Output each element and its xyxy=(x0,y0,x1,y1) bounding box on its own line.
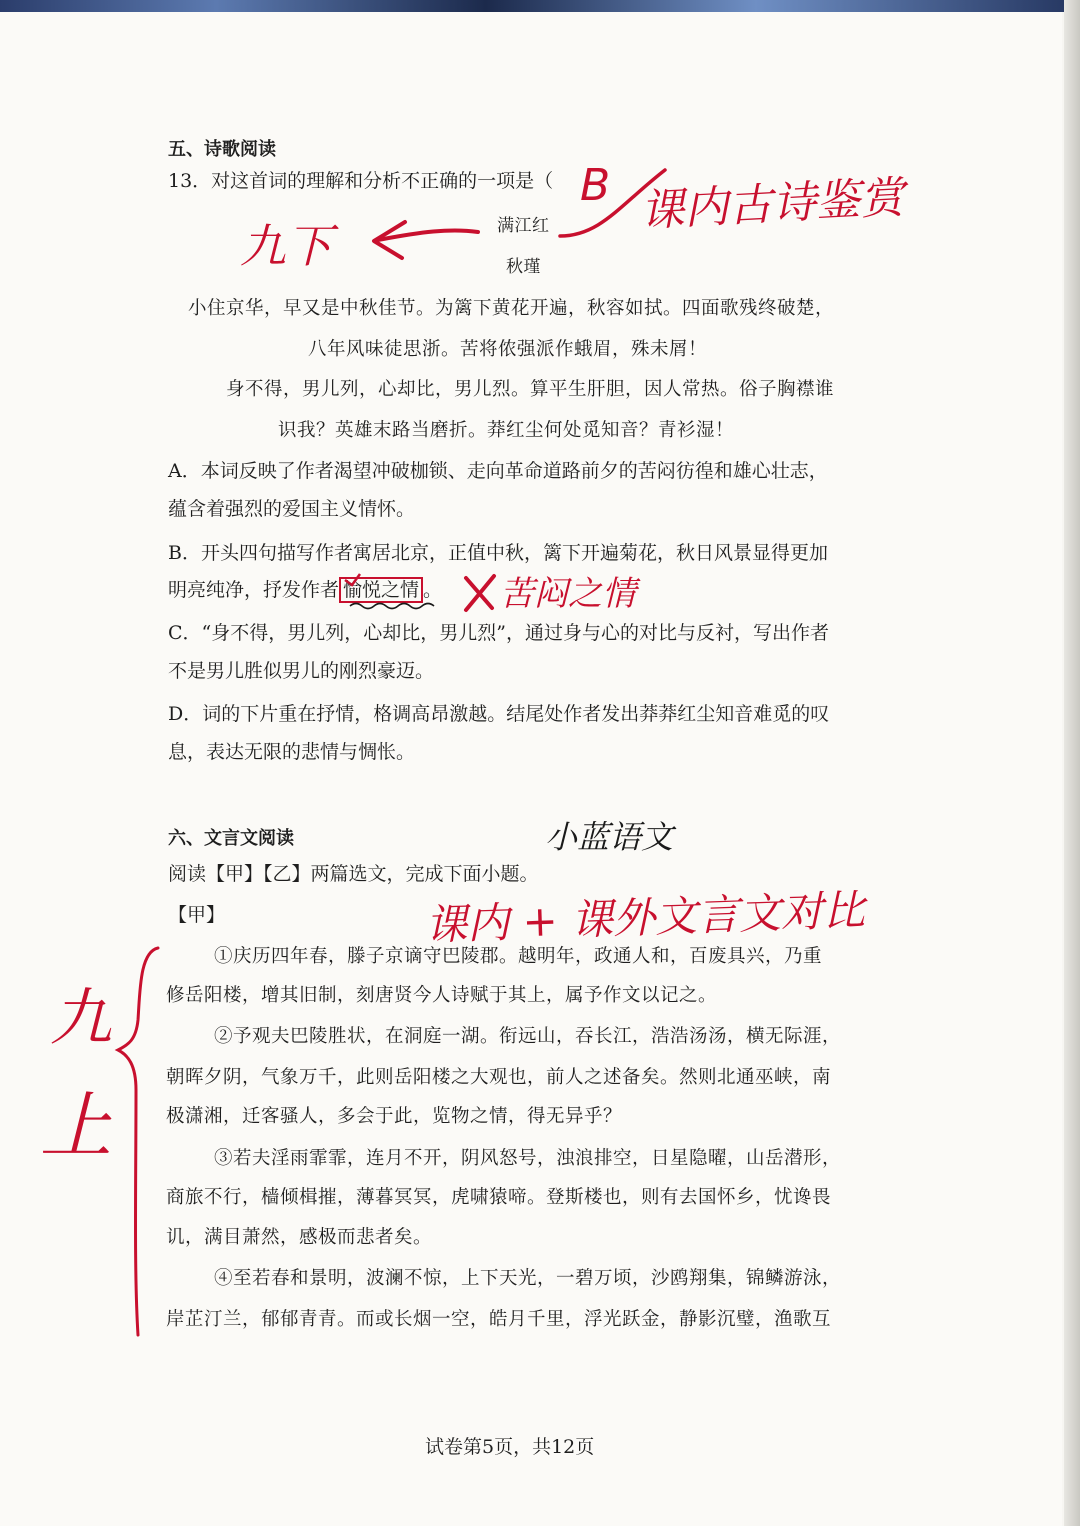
handwritten-grade-poem: 九下 xyxy=(240,219,332,273)
jia-label: 【甲】 xyxy=(168,904,226,926)
page-footer: 试卷第5页，共12页 xyxy=(425,1436,595,1458)
classical-line-6: ③若夫淫雨霏霏，连月不开，阴风怒号，浊浪排空，日星隐曜，山岳潜形， xyxy=(214,1148,842,1169)
section6-heading: 六、文言文阅读 xyxy=(168,828,294,849)
poem-title: 满江红 xyxy=(497,216,550,236)
classical-line-8: 讥，满目萧然，感极而悲者矣。 xyxy=(166,1227,433,1248)
poem-author: 秋瑾 xyxy=(506,257,541,277)
margin-bracket xyxy=(118,948,158,1335)
handwritten-answer: B xyxy=(580,160,611,211)
option-b-line-1: B．开头四句描写作者寓居北京，正值中秋，篱下开遍菊花，秋日风景显得更加 xyxy=(168,542,828,564)
poem-line-3: 身不得，男儿列，心却比，男儿烈。算平生肝胆，因人常热。俗子胸襟谁 xyxy=(226,379,835,400)
classical-line-10: 岸芷汀兰，郁郁青青。而或长烟一空，皓月千里，浮光跃金，静影沉璧，渔歌互 xyxy=(166,1309,832,1330)
option-b-end: 。 xyxy=(423,579,443,601)
option-b-text: 明亮纯净，抒发作者 xyxy=(168,579,340,601)
section5-heading: 五、诗歌阅读 xyxy=(168,139,276,160)
arrow-head xyxy=(374,222,405,258)
classical-line-7: 商旅不行，樯倾楫摧，薄暮冥冥，虎啸猿啼。登斯楼也，则有去国怀乡，忧谗畏 xyxy=(166,1187,832,1208)
poem-line-1: 小住京华，早又是中秋佳节。为篱下黄花开遍，秋容如拭。四面歌残终破楚， xyxy=(188,298,835,319)
handwritten-grade-classical-2: 上 xyxy=(40,1084,113,1168)
section6-intro: 阅读【甲】【乙】两篇选文，完成下面小题。 xyxy=(168,863,539,885)
wavy-underline xyxy=(350,604,434,609)
option-a-line-2: 蕴含着强烈的爱国主义情怀。 xyxy=(168,498,416,520)
option-c-line-2: 不是男儿胜似男儿的刚烈豪迈。 xyxy=(168,660,435,682)
classical-line-4: 朝晖夕阴，气象万千，此则岳阳楼之大观也，前人之述备矣。然则北通巫峡，南 xyxy=(166,1067,832,1088)
question-13: 13．对这首词的理解和分析不正确的一项是（ xyxy=(168,170,554,192)
handwritten-grade-classical-1: 九 xyxy=(50,981,113,1054)
marked-phrase: 愉悦之情 xyxy=(339,577,423,603)
swoosh-stroke xyxy=(560,170,665,236)
option-d-line-1: D．词的下片重在抒情，格调高昂激越。结尾处作者发出莽莽红尘知音难觅的叹 xyxy=(168,703,830,725)
classical-line-1: ①庆历四年春，滕子京谪守巴陵郡。越明年，政通人和，百废具兴，乃重 xyxy=(214,946,823,967)
classical-line-3: ②予观夫巴陵胜状，在洞庭一湖。衔远山，吞长江，浩浩汤汤，横无际涯， xyxy=(214,1026,842,1047)
option-a-line-1: A．本词反映了作者渴望冲破枷锁、走向革命道路前夕的苦闷彷徨和雄心壮志， xyxy=(168,460,828,482)
poem-line-2: 八年风味徒思浙。苦将侬强派作蛾眉，殊未屑！ xyxy=(308,339,708,360)
handwritten-classical-note: 课内 + 课外文言文对比 xyxy=(424,885,866,950)
poem-line-4: 识我？英雄末路当磨折。莽红尘何处觅知音？青衫湿！ xyxy=(278,420,735,441)
classical-line-9: ④至若春和景明，波澜不惊，上下天光，一碧万顷，沙鸥翔集，锦鳞游泳， xyxy=(214,1268,842,1289)
classical-line-2: 修岳阳楼，增其旧制，刻唐贤今人诗赋于其上，属予作文以记之。 xyxy=(166,985,718,1006)
cross-mark xyxy=(466,576,494,610)
handwritten-poem-note: 课内古诗鉴赏 xyxy=(639,172,906,237)
option-c-line-1: C．“身不得，男儿列，心却比，男儿烈”，通过身与心的对比与反衬，写出作者 xyxy=(168,622,829,644)
arrow-stroke xyxy=(378,230,478,240)
option-d-line-2: 息，表达无限的悲情与惆怅。 xyxy=(168,741,416,763)
classical-line-5: 极潇湘，迁客骚人，多会于此，览物之情，得无异乎？ xyxy=(166,1106,623,1127)
handwritten-brand: 小蓝语文 xyxy=(545,818,674,856)
handwritten-correction: 苦闷之情 xyxy=(500,574,636,614)
check-stroke xyxy=(345,574,360,585)
